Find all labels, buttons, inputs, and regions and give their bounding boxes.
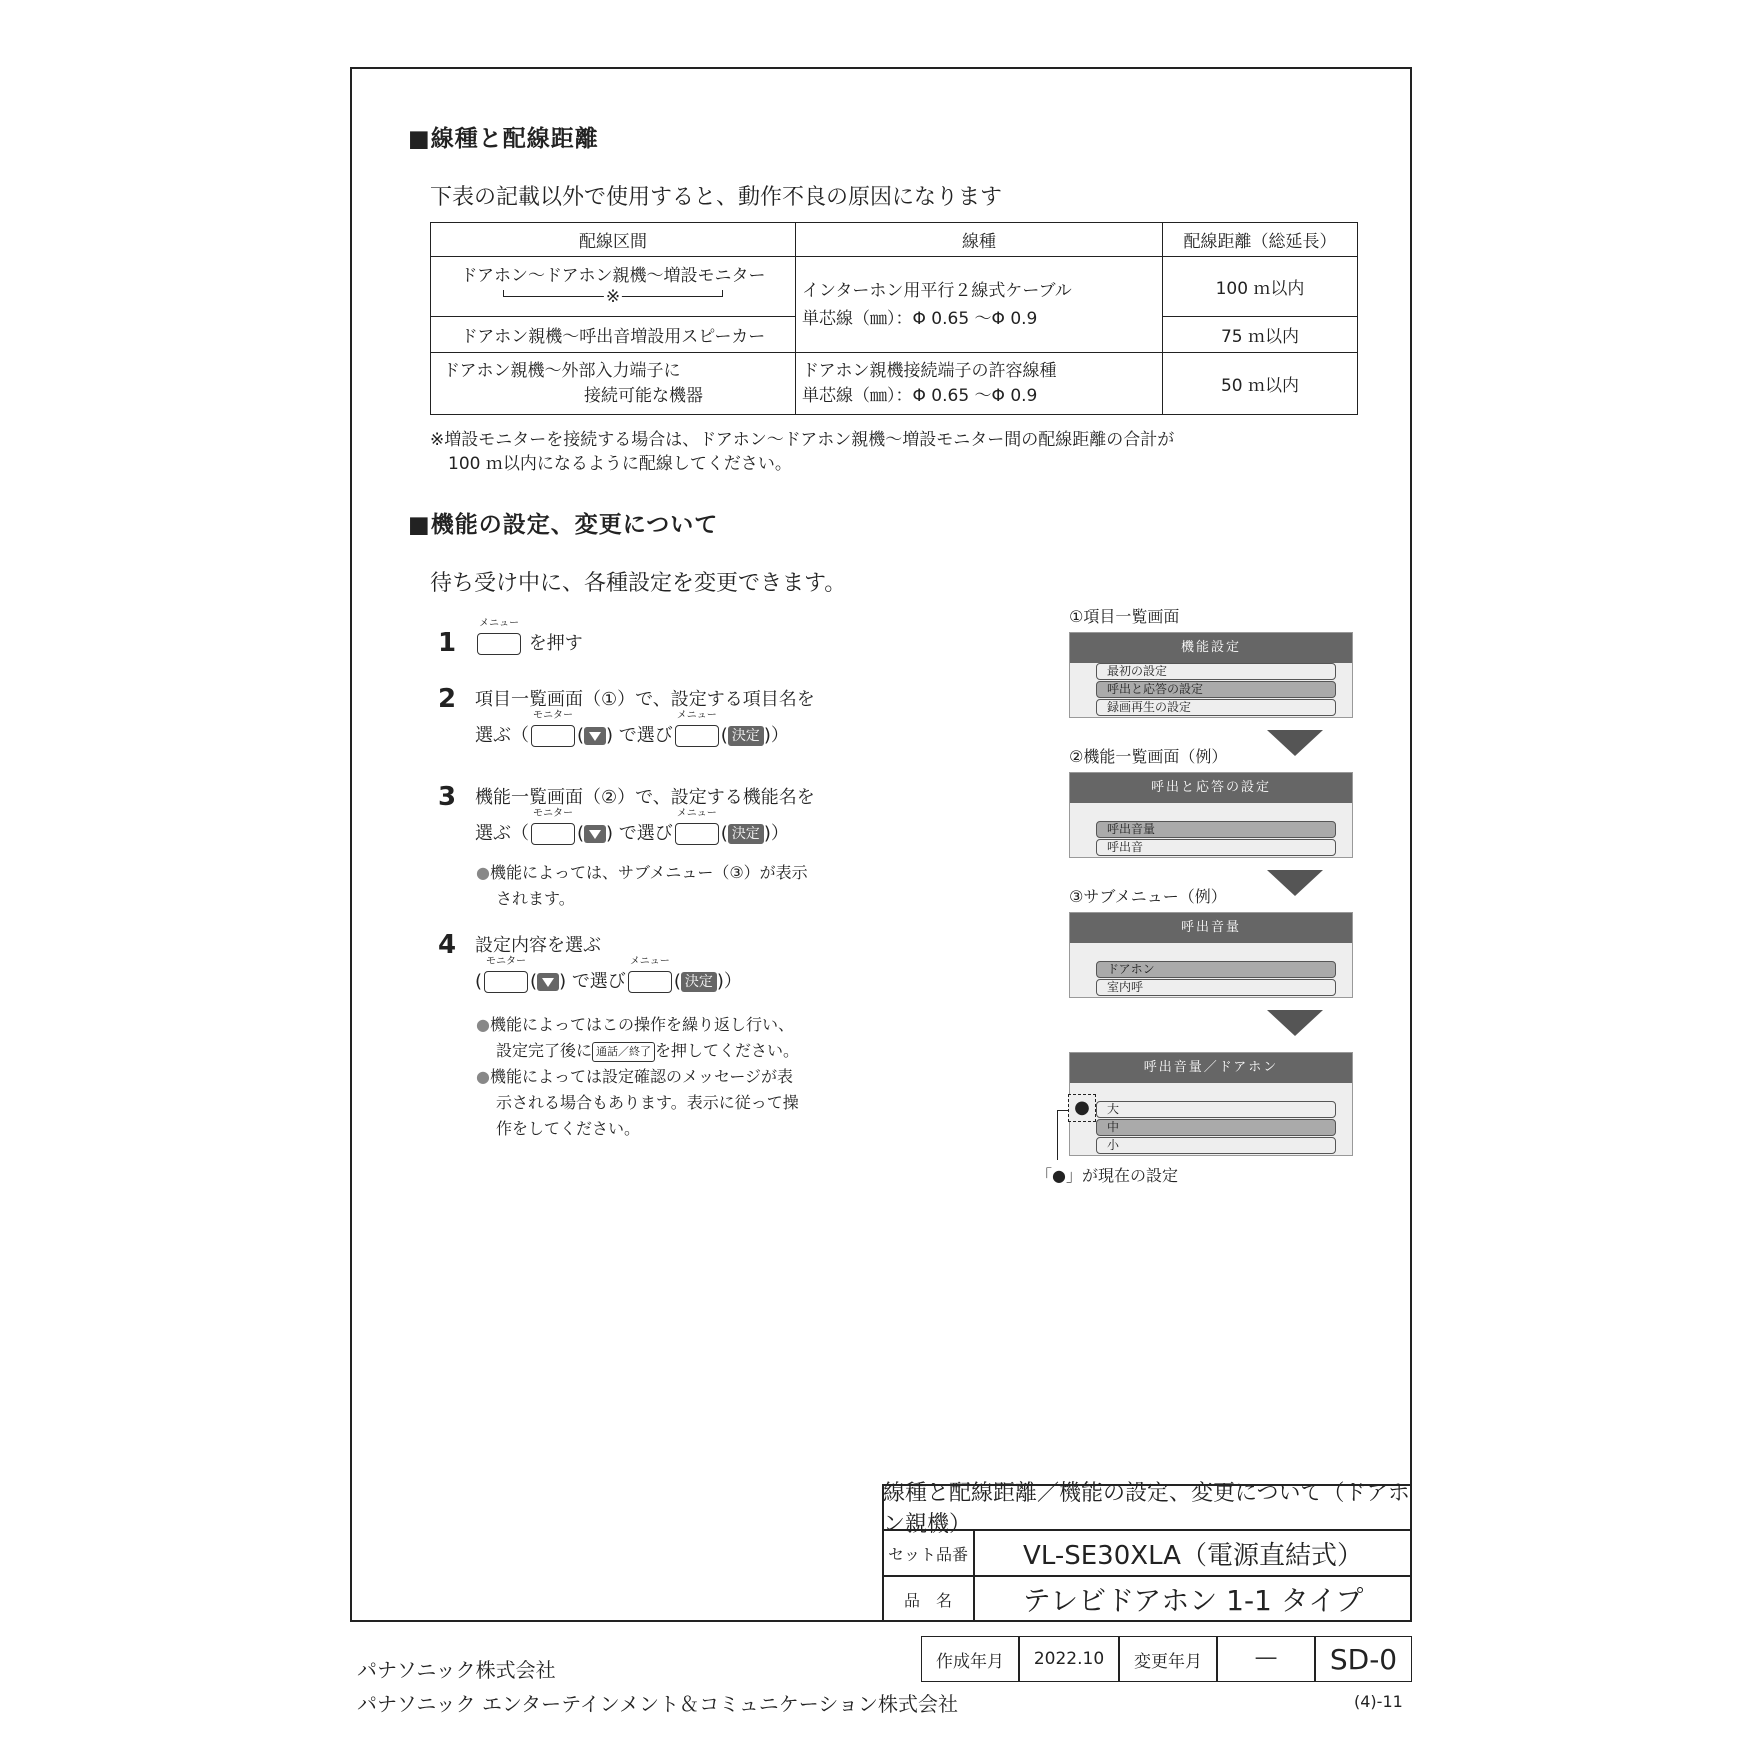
monitor-button-icon: モニター [531, 725, 575, 747]
company-name-1: パナソニック株式会社 [357, 1658, 556, 1682]
bracket-mark: ※ [605, 287, 621, 307]
screen4-item: 中 [1096, 1119, 1336, 1136]
row3-section-line2: 接続可能な機器 [584, 385, 703, 406]
screen4-title: 呼出音量／ドアホン [1070, 1053, 1352, 1083]
section-heading-settings: ■機能の設定、変更について [408, 512, 719, 538]
wiring-lead: 下表の記載以外で使用すると、動作不良の原因になります [430, 185, 1003, 210]
menu-button-icon: メニュー [628, 971, 672, 993]
step-3-line1: 機能一覧画面（②）で、設定する機能名を [475, 787, 815, 808]
screen3-label: ③サブメニュー（例） [1069, 887, 1227, 906]
col-header-distance: 配線距離（総延長） [1163, 223, 1358, 257]
down-arrow-icon [1267, 730, 1323, 756]
step-1-number: 1 [438, 628, 457, 658]
screen1-item: 最初の設定 [1096, 663, 1336, 680]
changed-value: ── [1217, 1636, 1315, 1682]
step-4-bullets: ●機能によってはこの操作を繰り返し行い、 設定完了後に 通話／終了 を押してください。 ●機能によっては設定確認のメッセージが表 示される場合もあります。表示に従って操 作をしてください。 [476, 1015, 800, 1138]
current-setting-note: 「●」が現在の設定 [1036, 1166, 1178, 1185]
set-number-value: VL-SE30XLA（電源直結式） [974, 1530, 1412, 1576]
settings-lead: 待ち受け中に、各種設定を変更できます。 [430, 571, 847, 596]
bullet-icon: ● [476, 863, 490, 882]
step-2-line2: 選ぶ（ モニター ( ) で選び メニュー ( 決定 )） [475, 710, 789, 746]
screen1-title: 機能設定 [1070, 633, 1352, 663]
created-label: 作成年月 [921, 1636, 1019, 1682]
screen4 [1069, 1052, 1353, 1156]
down-triangle-icon [584, 825, 606, 843]
bullet-icon: ● [476, 1067, 490, 1086]
title-block-title: 線種と配線距離／機能の設定、変更について（ドアホン親機） [882, 1484, 1412, 1530]
wiring-note [430, 428, 1174, 476]
menu-button-icon: メニュー [675, 725, 719, 747]
marker-leader [1057, 1110, 1058, 1160]
step-4-number: 4 [438, 930, 457, 960]
screen2-title: 呼出と応答の設定 [1070, 773, 1352, 803]
down-arrow-icon [1267, 1010, 1323, 1036]
col-header-section: 配線区間 [431, 223, 796, 257]
row1-section: ドアホン～ドアホン親機～増設モニター [460, 266, 766, 286]
created-value: 2022.10 [1019, 1636, 1119, 1682]
section-heading-wiring: ■線種と配線距離 [408, 126, 599, 152]
kettei-icon: 決定 [728, 824, 764, 844]
current-setting-marker: ● [1068, 1094, 1096, 1122]
screen1-item: 録画再生の設定 [1096, 699, 1336, 716]
row3-section-line1: ドアホン親機～外部入力端子に [443, 360, 681, 381]
changed-label: 変更年月 [1119, 1636, 1217, 1682]
row1-distance: 100 ｍ以内 [1163, 257, 1358, 317]
shared-type-line1: インターホン用平行２線式ケーブル [802, 280, 1072, 301]
step-3-line2: 選ぶ（ モニター ( ) で選び メニュー ( 決定 )） [475, 808, 789, 844]
menu-button-icon: メニュー [477, 633, 521, 655]
step-4-line1: 設定内容を選ぶ [475, 935, 601, 956]
step-3-number: 3 [438, 782, 457, 812]
row2-distance: 75 ｍ以内 [1163, 317, 1358, 353]
down-triangle-icon [537, 973, 559, 991]
step-2-text [475, 682, 815, 754]
bullet-icon: ● [476, 1015, 490, 1034]
step-2-line1: 項目一覧画面（①）で、設定する項目名を [475, 689, 815, 710]
monitor-button-icon: モニター [531, 823, 575, 845]
col-header-type: 線種 [796, 223, 1163, 257]
note-line2: 100 ｍ以内になるように配線してください。 [448, 454, 792, 474]
shared-type-line2: 単芯線（㎜）：Φ 0.65 ～Φ 0.9 [802, 308, 1038, 329]
product-name-label: 品 名 [882, 1576, 974, 1622]
menu-button-icon: メニュー [675, 823, 719, 845]
screen3-item: 室内呼 [1096, 979, 1336, 996]
row2-section: ドアホン親機～呼出音増設用スピーカー [431, 317, 796, 353]
screen3-item: ドアホン [1096, 961, 1336, 978]
company-name-2: パナソニック エンターテインメント＆コミュニケーション株式会社 [357, 1692, 958, 1716]
wiring-table [430, 222, 1358, 415]
product-name-value: テレビドアホン 1-1 タイプ [974, 1576, 1412, 1622]
step-4-text [475, 928, 742, 1000]
monitor-button-icon: モニター [484, 971, 528, 993]
row3-type-line1: ドアホン親機接続端子の許容線種 [802, 360, 1057, 381]
page-number: (4)-11 [1354, 1692, 1403, 1711]
step-3-text [475, 780, 815, 852]
screen2 [1069, 772, 1353, 858]
talk-end-button-icon: 通話／終了 [592, 1042, 655, 1062]
screen1-item: 呼出と応答の設定 [1096, 681, 1336, 698]
screen4-item: 大 [1096, 1101, 1336, 1118]
row3-distance: 50 ｍ以内 [1163, 353, 1358, 415]
screen4-item: 小 [1096, 1137, 1336, 1154]
screen2-item: 呼出音量 [1096, 821, 1336, 838]
screen3-title: 呼出音量 [1070, 913, 1352, 943]
note-line1: ※増設モニターを接続する場合は、ドアホン～ドアホン親機～増設モニター間の配線距離の合計が [430, 430, 1175, 450]
row3-type-line2: 単芯線（㎜）：Φ 0.65 ～Φ 0.9 [802, 385, 1038, 406]
table-row [431, 353, 1358, 415]
kettei-icon: 決定 [728, 726, 764, 746]
kettei-icon: 決定 [681, 972, 717, 992]
doc-code: SD-0 [1315, 1636, 1412, 1682]
down-arrow-icon [1267, 870, 1323, 896]
step-2-number: 2 [438, 684, 457, 714]
set-number-label: セット品番 [882, 1530, 974, 1576]
step-3-bullet: ●機能によっては、サブメニュー（③）が表示 されます。 [476, 863, 808, 908]
screen2-label: ②機能一覧画面（例） [1069, 747, 1228, 766]
table-row [431, 257, 1358, 317]
step-4-line2: ( モニター ( ) で選び メニュー ( 決定 )） [475, 956, 742, 992]
bracket [437, 286, 789, 308]
screen2-item: 呼出音 [1096, 839, 1336, 856]
screen3 [1069, 912, 1353, 998]
step-1-text: メニュー を押す [479, 618, 583, 654]
marker-leader [1057, 1110, 1069, 1111]
down-triangle-icon [584, 727, 606, 745]
screen1 [1069, 632, 1353, 718]
screen1-label: ①項目一覧画面 [1069, 607, 1180, 626]
